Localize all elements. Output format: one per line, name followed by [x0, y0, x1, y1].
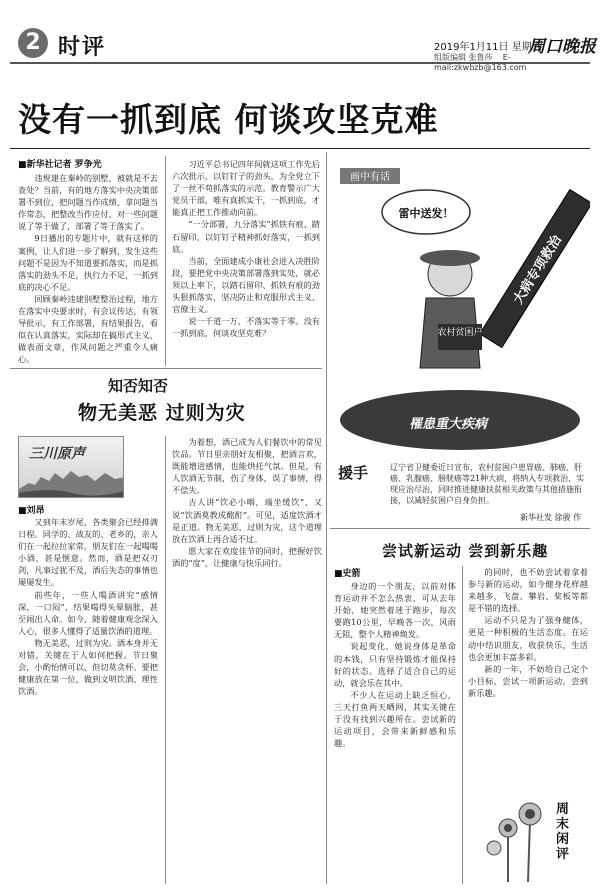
column-logo-text: 三川原声 [29, 446, 85, 462]
section-rule [10, 368, 322, 369]
right-article-col1 [334, 580, 456, 882]
masthead-rule [10, 62, 590, 64]
article1-paragraph: 习近平总书记四年间就这项工作先后六次批示，以钉钉子的劲头，为全党立下了一丝不苟抓落实的示范。教育警示广大党员干部，唯有真抓实干，一抓到底，才能真正把工作推动向前。 [172, 159, 320, 218]
article1-paragraph [18, 366, 158, 368]
cartoon-ground-label: 罹患重大疾病 [408, 417, 488, 432]
sub-article-paragraph: 为着想，酒已成为人们餐饮中的常见饮品。节日里亲朋好友相聚，把酒言欢，既能增进感情，也能烘托气氛。但是，有人饮酒无节制，伤了身体，误了事情，得不偿失。 [172, 437, 322, 496]
main-headline: 没有一抓到底 何谈攻坚克难 [18, 100, 439, 139]
sub-article-title: 物无美恶 过则为灾 [78, 402, 246, 424]
article1-paragraph: 违规建在秦岭的别墅，被就是不去查处？当前，有的地方落实中央决策部署不到位，把问题当作成绩、拿问题当作常态，把整改当作应付，对一些问题说了等于做了，部署了等于落实了。 [18, 173, 158, 232]
cartoon-tag: 画中有话 [350, 172, 390, 183]
article1-col1 [18, 172, 158, 367]
sub-article-col1 [18, 516, 158, 882]
sub-article-byline: ■刘昂 [18, 506, 45, 516]
section-name: 时评 [58, 35, 107, 60]
editorial-cartoon [330, 158, 590, 458]
column-logo [18, 436, 124, 498]
sub-article-kicker: 知否知否 [108, 377, 169, 395]
column-divider [462, 566, 463, 884]
article1-paragraph: 回顾秦岭违建别墅整治过程，地方在落实中央要求时，有会议传达，有领导批示，有工作部署，有结果报告，看似在认真落实，实际却在搞形式主义，做表面文章，作风问题之严重令人痛心。 [18, 293, 158, 365]
headline-rule [10, 148, 590, 149]
sub-article-paragraph: 古人讲“饮必小咽，端坐缓饮”，又说“饮酒莫教成酩酊”。可见，适度饮酒才是正道。物无美恶，过则为灾，这个道理放在饮酒上再合适不过。 [172, 497, 322, 544]
column-divider [165, 156, 166, 366]
sub-article-paragraph: 又到年末岁尾，各类聚会已经排满日程。同学的、战友的、老乡的，亲人们在一起拉拉家常，朋友们在一起喝喝小酒，甚是惬意。然而，酒是把双刃剑，凡事过犹不及，酒后失态的事情也屡屡发生。 [18, 517, 158, 588]
right-article-title: 尝试新运动 尝到新乐趣 [382, 542, 549, 560]
paper-name: 周口晚报 [528, 37, 596, 57]
masthead [0, 0, 600, 84]
cartoon-caption: 辽宁省卫健委近日宣布，农村贫困户患胃癌、肺癌、肝癌、乳腺癌、膀胱癌等21种大病，将纳入专项救治，实现应治尽治，同时推进健康扶贫相关政策与其他措施衔接，以减轻贫困户自身负担。 [390, 463, 585, 505]
city-skyline-icon [19, 437, 124, 498]
right-article-byline: ■史箭 [334, 569, 361, 579]
cartoon-credit: 新华社发 徐骏 作 [520, 513, 582, 522]
main-column-divider [326, 152, 327, 884]
sub-article-col2 [172, 436, 322, 882]
page-number-badge: 2 [18, 28, 48, 58]
article1-byline: ■新华社记者 罗争光 [18, 160, 102, 170]
article1-col2 [172, 158, 320, 368]
editor-email: E-mail:zkwbzb@163.com [434, 53, 527, 72]
right-article-paragraph: 新的一年，不妨给自己定个小目标，尝试一项新运动，尝到新乐趣。 [468, 663, 588, 698]
right-article-paragraph: 运动不只是为了强身健体，更是一种积极的生活态度。在运动中结识朋友，收获快乐，生活也会更加丰富多彩。 [468, 615, 588, 662]
sub-article-paragraph: 愿大家在欢度佳节的同时，把握好饮酒的“度”，让健康与快乐同行。 [172, 545, 322, 568]
weekly-column-label: 周末闲评 [556, 802, 570, 862]
cartoon-caption-title: 援手 [338, 464, 369, 482]
issue-date: 2019年1月11日 星期五 [434, 42, 542, 53]
article1-paragraph: 9日播出的专题片中，就有这样的案例，让人们进一步了解到，发生这些问题不是因为不知道要抓落实，而是抓落实的劲头不足，执行力不足，一抓到底的决心不足。 [18, 233, 158, 292]
right-article-paragraph: 说起变化，她说身体是革命的本钱，只有坚持锻炼才能保持好的状态。选择了适合自己的运动，就会乐在其中。 [334, 641, 456, 688]
right-article-paragraph: 身边的一个朋友，以前对体育运动并不怎么热衷，可从去年开始，她突然着迷于跑步，每次要跑10公里，早晚各一次，风雨无阻，整个人精神焕发。 [334, 581, 456, 640]
cartoon-figure-label: 农村贫困户 [437, 328, 483, 338]
article1-paragraph: 说一千道一万，不落实等于零。没有一抓到底，何谈攻坚克难？ [172, 316, 320, 339]
article1-paragraph: “一分部署，九分落实”抓铁有痕、踏石留印，以钉钉子精神抓好落实，一抓到底。 [172, 219, 320, 254]
sub-article-paragraph: 物无美恶，过则为灾。酒本身并无对错，关键在于人如何把握。节日聚会，小酌怡情可以，但切莫贪杯。要把健康放在第一位，做到文明饮酒、理性饮酒。 [18, 637, 158, 697]
sub-article-paragraph: 前些年，一些人喝酒讲究“感情深，一口闷”，结果喝得头晕脑胀，甚至闹出人命。如今，随着健康观念深入人心，很多人懂得了适量饮酒的道理。 [18, 589, 158, 636]
right-article-paragraph: 不少人在运动上缺乏恒心，三天打鱼两天晒网，其实关键在于没有找到兴趣所在。尝试新的运动项目，会带来新鲜感和乐趣。 [334, 689, 456, 749]
editor-name: 组版编辑 张鲁莎 [434, 53, 493, 62]
article1-paragraph: 当前，全面建成小康社会进入决胜阶段，要把党中央决策部署落到实处，就必须以上率下，以踏石留印、抓铁有痕的劲头狠抓落实，坚决防止和克服形式主义、官僚主义。 [172, 255, 320, 315]
right-article-paragraph: 的同时，也不妨尝试着拿着参与新的运动，如今健身花样越来越多，飞盘、攀岩、桨板等都是不错的选择。 [468, 567, 588, 614]
cartoon-banner-text: 大病专项救治 [510, 232, 565, 307]
section-rule [330, 528, 590, 529]
cartoon-speech-bubble: 雷中送发！ [398, 207, 454, 220]
right-article-col2 [468, 566, 588, 788]
column-divider [165, 436, 166, 884]
